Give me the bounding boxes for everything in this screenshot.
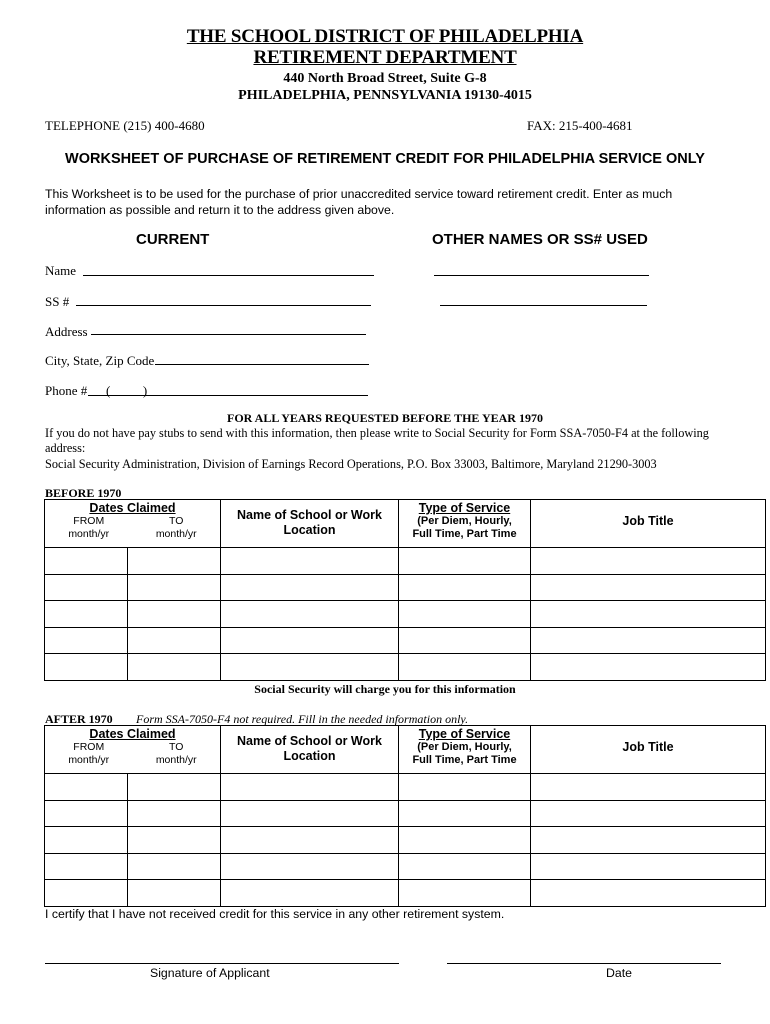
table-row [45, 575, 766, 601]
instruction-line: If you do not have pay stubs to send with this information, then please write to Social Security for Form SSA-7050-F4 at the following [45, 426, 709, 440]
intro-text [45, 186, 672, 218]
school-cell[interactable] [221, 827, 399, 854]
school-cell[interactable] [221, 628, 399, 654]
dates-claimed-title: Dates Claimed [89, 727, 176, 741]
table-header-row [45, 726, 766, 774]
city-address: PHILADELPHIA, PENNSYLVANIA 19130-4015 [238, 88, 532, 103]
table-row [45, 654, 766, 681]
job-title-cell[interactable] [531, 801, 766, 827]
job-title-cell[interactable] [531, 880, 766, 907]
telephone: TELEPHONE (215) 400-4680 [45, 118, 205, 133]
fax: FAX: 215-400-4681 [527, 118, 633, 133]
school-cell[interactable] [221, 548, 399, 575]
service-type-cell[interactable] [399, 575, 531, 601]
current-heading: CURRENT [136, 231, 210, 248]
form-title: WORKSHEET OF PURCHASE OF RETIREMENT CREDIT FOR PHILADELPHIA SERVICE ONLY [65, 151, 705, 167]
job-title-cell[interactable] [531, 774, 766, 801]
job-title-cell[interactable] [531, 654, 766, 681]
table-header-row [45, 500, 766, 548]
from-header: FROM month/yr [68, 741, 110, 766]
table-row [45, 774, 766, 801]
table-row [45, 854, 766, 880]
signature-line[interactable] [45, 963, 399, 964]
phone-field[interactable] [88, 395, 368, 396]
table-row [45, 880, 766, 907]
school-location-header: Name of School or Work Location [221, 500, 399, 548]
service-type-cell[interactable] [399, 601, 531, 628]
before-1970-table [44, 499, 766, 681]
to-cell[interactable] [128, 628, 221, 654]
from-cell[interactable] [45, 880, 128, 907]
service-type-cell[interactable] [399, 801, 531, 827]
from-cell[interactable] [45, 774, 128, 801]
other-ss-field[interactable] [440, 305, 647, 306]
pre1970-heading: FOR ALL YEARS REQUESTED BEFORE THE YEAR 1970 [227, 411, 543, 425]
school-cell[interactable] [221, 801, 399, 827]
to-cell[interactable] [128, 774, 221, 801]
phone-area-code: ( ) [106, 383, 148, 398]
from-cell[interactable] [45, 801, 128, 827]
school-cell[interactable] [221, 654, 399, 681]
ss-label: SS # [45, 294, 70, 309]
dates-claimed-header [45, 500, 221, 548]
from-cell[interactable] [45, 575, 128, 601]
service-type-cell[interactable] [399, 774, 531, 801]
type-of-service-header: Type of Service (Per Diem, Hourly, Full Time, Part Time [399, 500, 531, 548]
date-label: Date [606, 966, 632, 980]
job-title-cell[interactable] [531, 548, 766, 575]
city-state-zip-label: City, State, Zip Code [45, 353, 155, 368]
after-1970-label: AFTER 1970 [45, 712, 113, 726]
school-cell[interactable] [221, 880, 399, 907]
table-row [45, 628, 766, 654]
school-cell[interactable] [221, 774, 399, 801]
to-cell[interactable] [128, 827, 221, 854]
from-cell[interactable] [45, 854, 128, 880]
table-row [45, 827, 766, 854]
org-name: THE SCHOOL DISTRICT OF PHILADELPHIA [186, 26, 584, 47]
to-cell[interactable] [128, 601, 221, 628]
address-label: Address [45, 324, 88, 339]
other-name-field[interactable] [434, 275, 649, 276]
service-type-cell[interactable] [399, 654, 531, 681]
after-1970-note: Form SSA-7050-F4 not required. Fill in the needed information only. [136, 712, 469, 726]
table-row [45, 548, 766, 575]
table-row [45, 801, 766, 827]
address-field[interactable] [91, 334, 366, 335]
job-title-cell[interactable] [531, 575, 766, 601]
certification-text: I certify that I have not received credit for this service in any other retirement system. [45, 907, 505, 921]
from-cell[interactable] [45, 628, 128, 654]
school-location-header: Name of School or Work Location [221, 726, 399, 774]
department-name: RETIREMENT DEPARTMENT [253, 47, 517, 68]
street-address: 440 North Broad Street, Suite G-8 [283, 71, 487, 86]
school-cell[interactable] [221, 601, 399, 628]
date-line[interactable] [447, 963, 721, 964]
from-header: FROM month/yr [68, 515, 110, 540]
job-title-cell[interactable] [531, 854, 766, 880]
job-title-cell[interactable] [531, 827, 766, 854]
to-cell[interactable] [128, 801, 221, 827]
intro-line: information as possible and return it to the address given above. [45, 203, 395, 217]
from-cell[interactable] [45, 548, 128, 575]
service-type-cell[interactable] [399, 628, 531, 654]
school-cell[interactable] [221, 575, 399, 601]
job-title-cell[interactable] [531, 601, 766, 628]
instruction-line: Social Security Administration, Division of Earnings Record Operations, P.O. Box 33003, Baltimore, Maryland 21290-3003 [45, 456, 657, 471]
from-cell[interactable] [45, 827, 128, 854]
city-state-zip-field[interactable] [155, 364, 369, 365]
before-1970-label: BEFORE 1970 [45, 486, 122, 500]
to-cell[interactable] [128, 880, 221, 907]
name-field[interactable] [83, 275, 374, 276]
instruction-line: address: [45, 441, 86, 456]
to-header: TO month/yr [155, 515, 197, 540]
dates-claimed-title: Dates Claimed [89, 501, 176, 515]
service-type-cell[interactable] [399, 827, 531, 854]
to-cell[interactable] [128, 548, 221, 575]
type-of-service-header: Type of Service (Per Diem, Hourly, Full Time, Part Time [399, 726, 531, 774]
to-header: TO month/yr [155, 741, 197, 766]
job-title-header: Job Title [531, 726, 766, 774]
signature-label: Signature of Applicant [150, 966, 270, 980]
job-title-cell[interactable] [531, 628, 766, 654]
job-title-header: Job Title [531, 500, 766, 548]
pre1970-instructions [45, 426, 709, 472]
to-cell[interactable] [128, 854, 221, 880]
service-type-cell[interactable] [399, 854, 531, 880]
school-cell[interactable] [221, 854, 399, 880]
to-cell[interactable] [128, 654, 221, 681]
table-row [45, 601, 766, 628]
ss-field[interactable] [76, 305, 371, 306]
name-label: Name [45, 263, 77, 278]
to-cell[interactable] [128, 575, 221, 601]
dates-claimed-header [45, 726, 221, 774]
service-type-cell[interactable] [399, 880, 531, 907]
phone-label: Phone # [45, 383, 88, 398]
social-security-charge-note: Social Security will charge you for this information [254, 682, 516, 696]
from-cell[interactable] [45, 601, 128, 628]
other-names-heading: OTHER NAMES OR SS# USED [432, 231, 648, 248]
from-cell[interactable] [45, 654, 128, 681]
intro-line: This Worksheet is to be used for the purchase of prior unaccredited service toward retirement credit. Enter as much [45, 187, 673, 201]
after-1970-table [44, 725, 766, 907]
service-type-cell[interactable] [399, 548, 531, 575]
